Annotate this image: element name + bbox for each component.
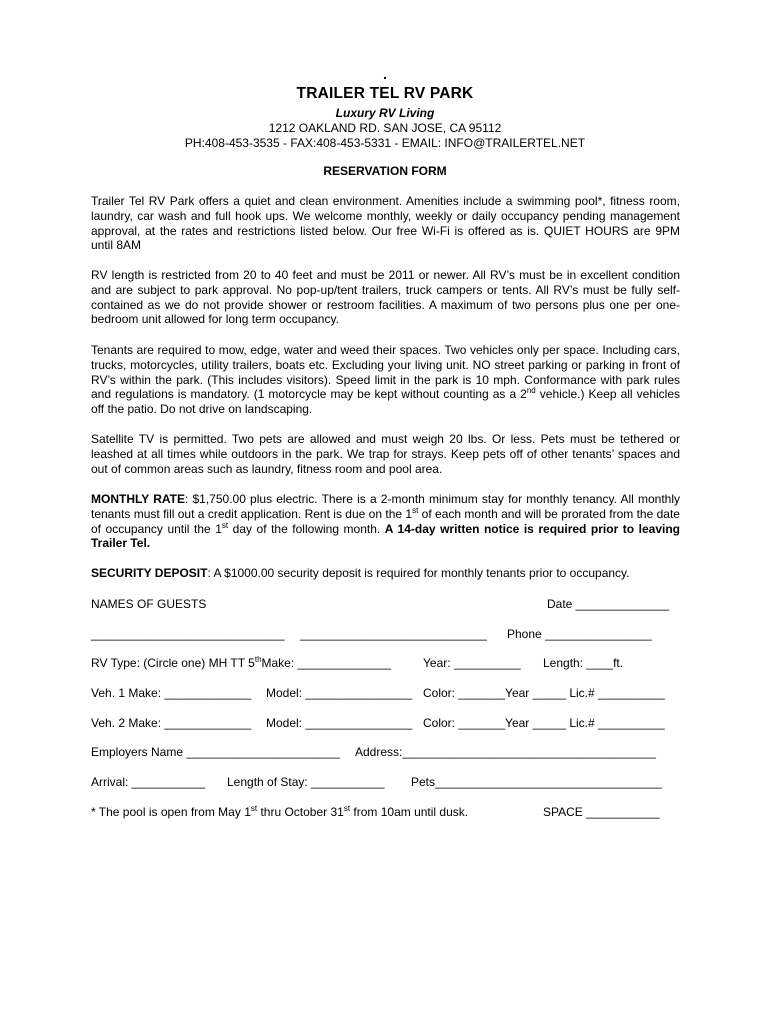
page-subtitle: Luxury RV Living: [335, 106, 435, 120]
security-deposit-label: SECURITY DEPOSIT: [91, 566, 208, 580]
pets-field[interactable]: Pets__________________________________: [411, 775, 662, 789]
rv-type-sup: th: [254, 655, 262, 664]
monthly-rate-text-c: day of the following month.: [228, 521, 385, 536]
employers-name-field[interactable]: Employers Name _______________________: [91, 745, 340, 759]
vehicle-1-model-field[interactable]: Model: ________________: [266, 686, 413, 700]
tenant-rules-sup: nd: [526, 386, 536, 396]
pool-note-sup-1: st: [250, 804, 258, 813]
pool-hours-note: [91, 805, 468, 819]
rv-make-label: Make: ______________: [261, 656, 391, 670]
guest-name-field-2[interactable]: ____________________________: [300, 627, 487, 641]
header-dot: .: [383, 66, 387, 82]
names-of-guests-label: NAMES OF GUESTS: [91, 597, 207, 611]
date-field[interactable]: Date ______________: [547, 597, 670, 611]
rv-length-paragraph: RV length is restricted from 20 to 40 feet and must be 2011 or newer. All RV’s must be in excellent condition and are subject to park approval. No pop-up/tent trailers, truck campers or tents. All RV’s must be fully self-contained as we do not provide shower or restroom facilities. A maximum of two persons plus one per one-bedroom unit allowed for long term occupancy.: [91, 268, 680, 327]
pets-paragraph: Satellite TV is permitted. Two pets are allowed and must weigh 20 lbs. Or less. Pets must be tethered or leashed at all times while outdoors in the park. We trap for strays. Keep pets off of other tenants’ spaces and out of common areas such as laundry, fitness room and pool area.: [91, 432, 680, 476]
monthly-rate-text-a: : $1,750.00 plus electric. There is a 2-month minimum stay for monthly tenancy. All monthly tenants must fill out a credit application. Rent is due on the 1: [91, 492, 680, 521]
length-of-stay-field[interactable]: Length of Stay: ___________: [227, 775, 385, 789]
monthly-rate-text-b: of each month and will be prorated from the date of occupancy until the 1: [91, 506, 680, 536]
rv-length-field[interactable]: Length: ____ft.: [543, 656, 624, 670]
pool-note-sup-2: st: [343, 804, 351, 813]
form-title: RESERVATION FORM: [323, 164, 447, 178]
monthly-rate-sup-1: st: [412, 505, 419, 515]
security-deposit-text: : A $1000.00 security deposit is required for monthly tenants prior to occupancy.: [207, 566, 630, 580]
park-contact: PH:408-453-3535 - FAX:408-453-5331 - EMAIL: INFO@TRAILERTEL.NET: [184, 136, 586, 150]
tenant-rules-text-a: Tenants are required to mow, edge, water and weed their spaces. Two vehicles only per space. Including cars, trucks, motorcycles, utility trailers, boats etc. Excluding your living unit. NO street parking or parking in front of RV’s within the park. (This includes visitors). Speed limit in the park is 10 mph. Conformance with park rules and regulations is mandatory. (1 motorcycle may be kept without counting as a 2: [91, 343, 680, 402]
amenities-paragraph: Trailer Tel RV Park offers a quiet and clean environment. Amenities include a swimming pool*, fitness room, laundry, car wash and full hook ups. We welcome monthly, weekly or daily occupancy pending management approval, at the rates and restrictions listed below. Our free Wi-Fi is offered as is. QUIET HOURS are 9PM until 8AM: [91, 194, 680, 253]
notice-requirement: A 14-day written notice is required prior to leaving Trailer Tel.: [91, 521, 680, 551]
pool-note-text-c: from 10am until dusk.: [350, 805, 469, 819]
rv-type-make-field[interactable]: [91, 656, 391, 670]
vehicle-1-make-field[interactable]: Veh. 1 Make: _____________: [91, 686, 252, 700]
guest-name-field-1[interactable]: _____________________________: [91, 627, 285, 641]
space-field[interactable]: SPACE ___________: [543, 805, 660, 819]
vehicle-2-make-field[interactable]: Veh. 2 Make: _____________: [91, 716, 252, 730]
tenant-rules-paragraph: [91, 343, 680, 417]
monthly-rate-paragraph: [91, 492, 680, 551]
pool-note-text-a: * The pool is open from May 1: [91, 805, 251, 819]
rv-type-label: RV Type: (Circle one) MH TT 5: [91, 656, 255, 670]
phone-field[interactable]: Phone ________________: [507, 627, 652, 641]
monthly-rate-sup-2: st: [221, 520, 229, 530]
security-deposit-paragraph: [91, 566, 680, 581]
park-address: 1212 OAKLAND RD. SAN JOSE, CA 95112: [268, 121, 502, 135]
tenant-rules-text-b: vehicle.) Keep all vehicles off the patio. Do not drive on landscaping.: [91, 387, 680, 417]
vehicle-1-color-year-lic-field[interactable]: Color: _______Year _____ Lic.# __________: [423, 686, 665, 700]
employer-address-field[interactable]: Address:______________________________________: [355, 745, 656, 759]
monthly-rate-label: MONTHLY RATE: [91, 492, 185, 506]
pool-note-text-b: thru October 31: [257, 805, 344, 819]
page-title: TRAILER TEL RV PARK: [296, 85, 474, 102]
rv-year-field[interactable]: Year: __________: [423, 656, 521, 670]
arrival-field[interactable]: Arrival: ___________: [91, 775, 206, 789]
vehicle-2-model-field[interactable]: Model: ________________: [266, 716, 413, 730]
vehicle-2-color-year-lic-field[interactable]: Color: _______Year _____ Lic.# __________: [423, 716, 665, 730]
